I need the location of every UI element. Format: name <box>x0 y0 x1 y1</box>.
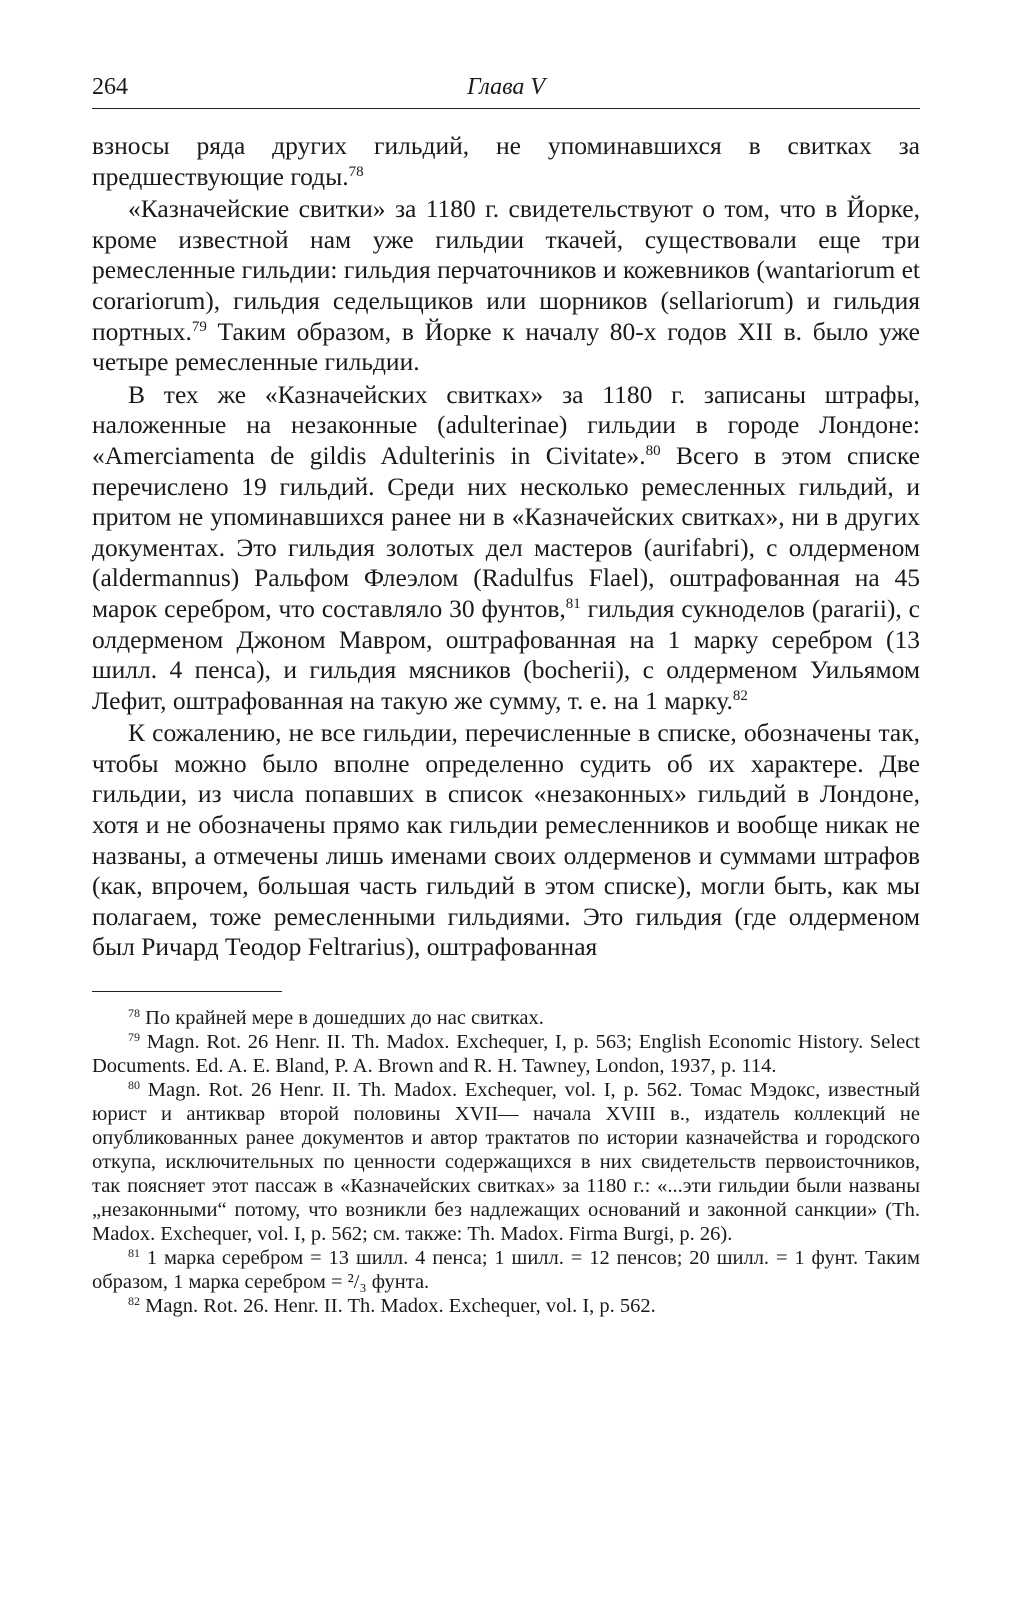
paragraph-4: К сожалению, не все гильдии, перечисленные в списке, обозначены так, чтобы можно было вполне определенно судить об их характере. Две гильдии, из числа попавших в список «незаконных» гильдий в Лондоне, хотя и не обозначены прямо как гильдии ремесленников и вообще никак не названы, а отмечены лишь именами своих олдерменов и суммами штрафов (как, впрочем, большая часть гильдий в этом списке), могли быть, как мы полагаем, тоже ремесленными гильдиями. Это гильдия (где олдерменом был Ричард Теодор Feltrarius), оштрафованная <box>92 718 920 962</box>
footnote-80: $^{80}$ Magn. Rot. 26 Henr. II. Th. Madox. Exchequer, vol. I, p. 562. Томас Мэдокс, известный юрист и антиквар второй половины XVII— начала XVIII в., издатель коллекций не опубликованных ранее документов и автор трактатов по истории казначейства и городского откупа, исключительных по ценности содержащихся в них свидетельств первоисточников, так поясняет этот пассаж в «Казначейских свитках» за 1180 г.: «...эти гильдии были названы „незаконными“ потому, что возникли без надлежащих оснований и законной санкции» (Th. Madox. Exchequer, vol. I, p. 562; см. также: Th. Madox. Firma Burgi, p. 26). <box>92 1078 920 1246</box>
paragraph-2: «Казначейские свитки» за 1180 г. свидетельствуют о том, что в Йорке, кроме известной нам уже гильдии ткачей, существовали еще три ремесленные гильдии: гильдия перчаточников и кожевников (wantariorum et corariorum), гильдия седельщиков или шорников (sellariorum) и гильдия портных.$^{79}$ Таким образом, в Йорке к началу 80-х годов XII в. было уже четыре ремесленные гильдии. <box>92 194 920 377</box>
footnote-81: $^{81}$ 1 марка серебром = 13 шилл. 4 пенса; 1 шилл. = 12 пенсов; 20 шилл. = 1 фунт. Таким образом, 1 марка серебром = ²/₃ фунта. <box>92 1246 920 1294</box>
footnote-78: $^{78}$ По крайней мере в дошедших до нас свитках. <box>128 1006 544 1030</box>
paragraph-1: взносы ряда других гильдий, не упоминавшихся в свитках за предшествующие годы.$^{78}$ <box>92 131 920 191</box>
footnote-separator <box>92 991 282 992</box>
main-text <box>92 131 920 963</box>
footnote-ref-79: 79 <box>191 318 207 335</box>
page-number: 264 <box>92 74 128 100</box>
book-page <box>92 74 920 1318</box>
page-header <box>92 74 920 109</box>
footnotes <box>92 1006 920 1318</box>
footnote-ref-78: 78 <box>348 163 364 180</box>
running-head: Глава V <box>466 74 546 100</box>
footnote-ref-82: 82 <box>732 687 748 704</box>
paragraph-3: В тех же «Казначейских свитках» за 1180 г. записаны штрафы, наложенные на незаконные (adulterinae) гильдии в городе Лондоне: «Amerciamenta de gildis Adulterinis in Civitate».$^{80}$ Всего в этом списке перечислено 19 гильдий. Среди них несколько ремесленных гильдий, и притом не упоминавшихся ранее ни в «Казначейских свитках», ни в других документах. Это гильдия золотых дел мастеров (aurifabri), с олдерменом (aldermannus) Ральфом Флеэлом (Radulfus Flael), оштрафованная на 45 марок серебром, что составляло 30 фунтов,$^{81}$ гильдия сукноделов (pararii), с олдерменом Джоном Мавром, оштрафованная на 1 марку серебром (13 шилл. 4 пенса), и гильдия мясников (bocherii), с олдерменом Уильямом Лефит, оштрафованная на такую же сумму, т. е. на 1 марку.$^{82}$ <box>92 379 920 715</box>
footnote-ref-81: 81 <box>565 595 581 612</box>
footnote-ref-80: 80 <box>645 442 661 459</box>
footnote-79: $^{79}$ Magn. Rot. 26 Henr. II. Th. Madox. Exchequer, I, p. 563; English Economic History. Select Documents. Ed. A. E. Bland, P. A. Brown and R. H. Tawney, London, 1937, p. 114. <box>92 1030 920 1078</box>
footnote-82: $^{82}$ Magn. Rot. 26. Henr. II. Th. Madox. Exchequer, vol. I, p. 562. <box>128 1294 656 1318</box>
